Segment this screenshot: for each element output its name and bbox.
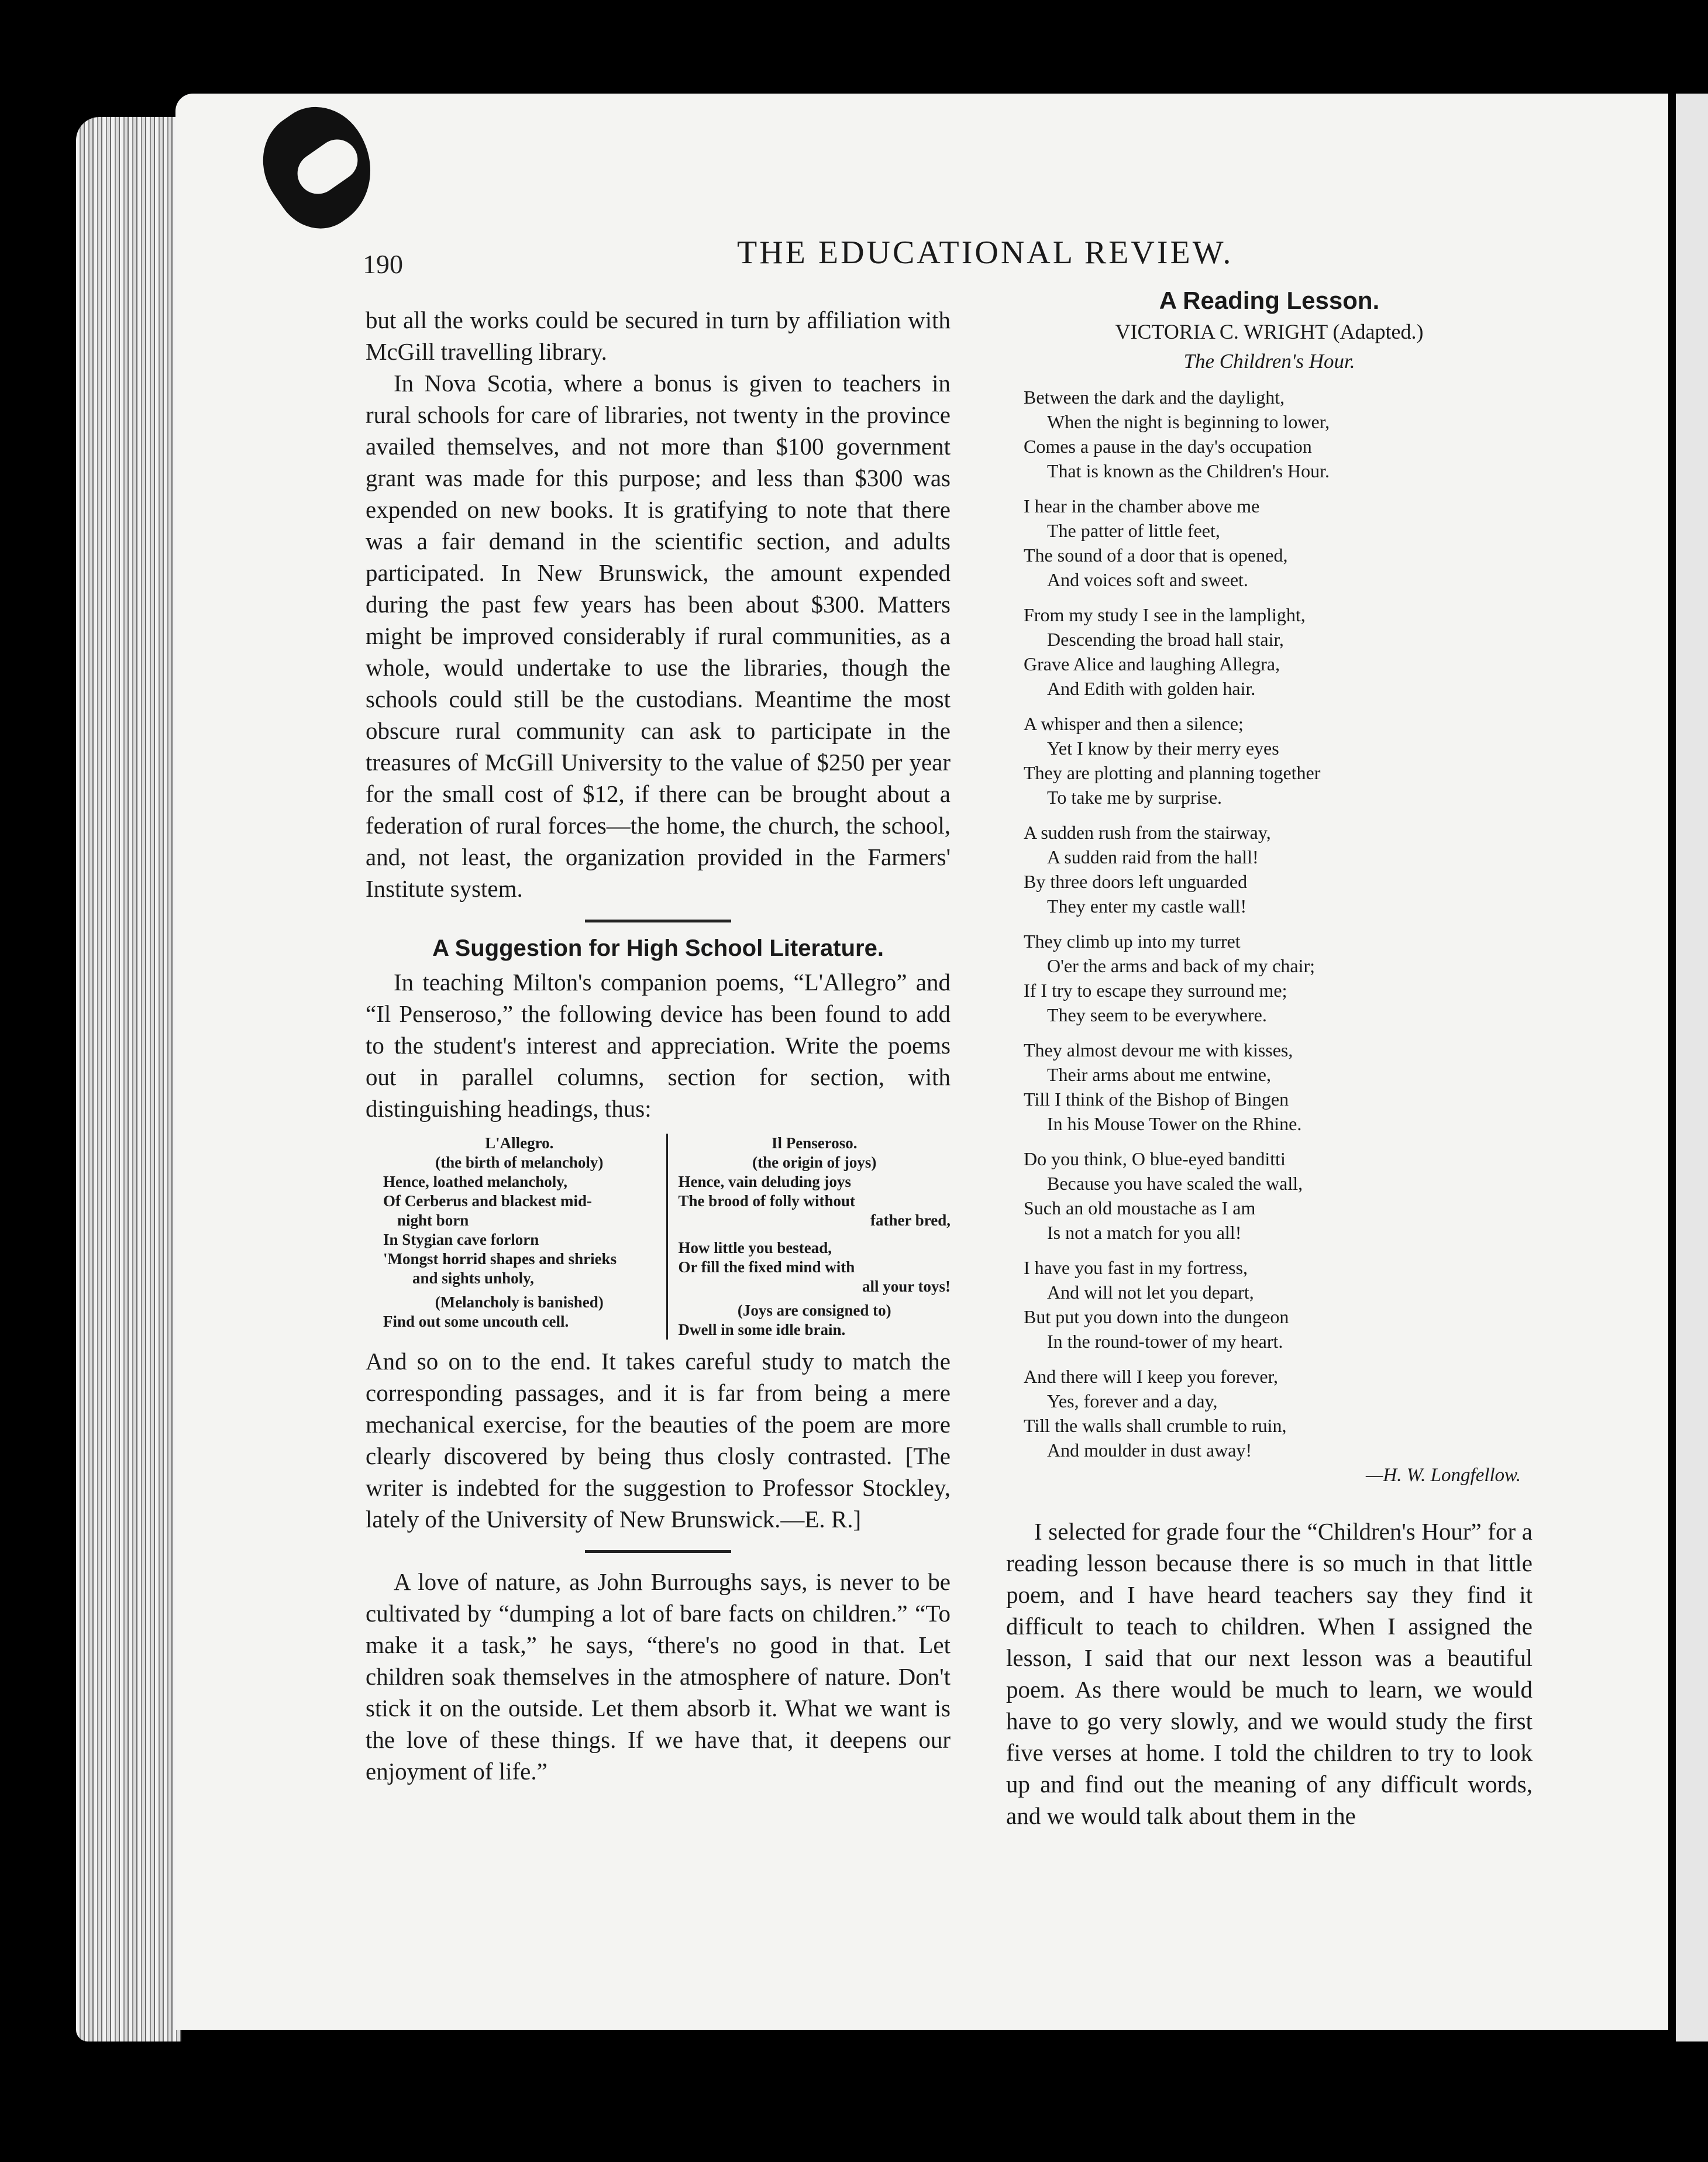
book-page-edges [76, 117, 181, 2041]
poem-title: The Children's Hour. [1183, 350, 1355, 373]
poem-line: Comes a pause in the day's occupation [1024, 436, 1312, 457]
verse-line: all your toys! [862, 1278, 951, 1295]
poem-line: A sudden rush from the stairway, [1024, 822, 1271, 843]
poem-line: I hear in the chamber above me [1024, 495, 1260, 517]
poem-line: And voices soft and sweet. [1047, 569, 1248, 590]
verse-line: Of Cerberus and blackest mid- [383, 1192, 592, 1210]
poem-line: Their arms about me entwine, [1047, 1064, 1271, 1085]
allegro-heading: (Melancholy is banished) [435, 1293, 604, 1311]
poem-line: Do you think, O blue-eyed banditti [1024, 1148, 1286, 1169]
poem-line: O'er the arms and back of my chair; [1047, 955, 1316, 976]
poem-line: They almost devour me with kisses, [1024, 1039, 1293, 1061]
verse-line: Dwell in some idle brain. [678, 1321, 846, 1338]
running-header [363, 234, 1533, 287]
poem-line: In his Mouse Tower on the Rhine. [1047, 1113, 1302, 1134]
poem-line: But put you down into the dungeon [1024, 1306, 1289, 1327]
poem-line: And moulder in dust away! [1047, 1440, 1252, 1461]
library-paragraph: In Nova Scotia, where a bonus is given to teachers in rural schools for care of libraries, not twenty in the province availed themselves, and not more than $100 government grant was made for this purpose; and less than $300 was expended on new books. It is gratifying to note that there was a fair demand in the scientific section, and adults participated. In New Brunswick, the amount expended during the past few years has been about $300. Matters might be improved considerably if rural communities, as a whole, would undertake to use the libraries, though the schools could still be the custodians. Meantime the most obscure rural community can ask to participate in the treasures of McGill University to the value of $250 per year for the small cost of $12, if there can be brought about a federation of rural forces—the home, the church, the school, and, not least, the organization provided in the Farmers' Institute system. [366, 370, 951, 902]
poem-line: They climb up into my turret [1024, 931, 1241, 952]
section-heading-reading-lesson: A Reading Lesson. [1159, 287, 1380, 314]
poem-line: They are plotting and planning together [1024, 762, 1321, 783]
poem [1006, 385, 1533, 1462]
penseroso-heading: (the origin of joys) [752, 1154, 877, 1171]
author-byline: VICTORIA C. WRIGHT (Adapted.) [1115, 320, 1424, 343]
poem-line: And will not let you depart, [1047, 1282, 1254, 1303]
penseroso-column [668, 1134, 951, 1340]
poem-line: Between the dark and the daylight, [1024, 387, 1285, 408]
penseroso-heading: (Joys are consigned to) [737, 1302, 891, 1319]
verse-line: Or fill the fixed mind with [678, 1258, 855, 1276]
poem-stanza [1024, 1038, 1533, 1136]
poem-line: Is not a match for you all! [1047, 1222, 1242, 1243]
poem-line: Descending the broad hall stair, [1047, 629, 1284, 650]
penseroso-title: Il Penseroso. [772, 1134, 858, 1152]
poem-line: The patter of little feet, [1047, 520, 1220, 541]
poem-stanza [1024, 820, 1533, 918]
verse-line: How little you bestead, [678, 1239, 832, 1256]
poem-line: To take me by surprise. [1047, 787, 1223, 808]
poem-line: They enter my castle wall! [1047, 896, 1247, 917]
journal-title: THE EDUCATIONAL REVIEW. [737, 235, 1234, 271]
poem-line: That is known as the Children's Hour. [1047, 460, 1330, 481]
section-heading-literature: A Suggestion for High School Literature. [432, 935, 884, 961]
verse-line: The brood of folly without [678, 1192, 856, 1210]
nature-paragraph: A love of nature, as John Burroughs says, is never to be cultivated by “dumping a lot of bare facts on children.” “To make it a task,” he says, “there's no good in that. Let children soak themselves in the atmosphere of nature. Don't stick it on the outside. Let them absorb it. What we want is the love of these things. If we have that, it deepens our enjoyment of life.” [366, 1568, 951, 1785]
poem-line: Because you have scaled the wall, [1047, 1173, 1303, 1194]
verse-line: In Stygian cave forlorn [383, 1231, 539, 1248]
poem-line: Yes, forever and a day, [1047, 1390, 1218, 1412]
poem-line: From my study I see in the lamplight, [1024, 604, 1306, 625]
poem-stanza [1024, 711, 1533, 810]
poem-attribution: —H. W. Longfellow. [1366, 1465, 1521, 1486]
verse-line: 'Mongst horrid shapes and shrieks [383, 1250, 617, 1268]
continued-paragraph: but all the works could be secured in turn by affiliation with McGill travelling library. [366, 307, 951, 365]
parallel-columns [383, 1134, 951, 1340]
poem-line: The sound of a door that is opened, [1024, 545, 1288, 566]
facing-page-edge [1676, 94, 1708, 2041]
poem-line: If I try to escape they surround me; [1024, 980, 1287, 1001]
poem-line: And there will I keep you forever, [1024, 1366, 1278, 1387]
poem-line: I have you fast in my fortress, [1024, 1257, 1248, 1278]
page-number: 190 [363, 249, 403, 279]
poem-line: Yet I know by their merry eyes [1047, 738, 1279, 759]
verse-line: night born [397, 1211, 469, 1229]
poem-line: A sudden raid from the hall! [1047, 846, 1259, 867]
poem-line: Till I think of the Bishop of Bingen [1024, 1089, 1289, 1110]
poem-stanza [1024, 1364, 1533, 1462]
literature-conclusion: And so on to the end. It takes careful study to match the corresponding passages, and it is far from being a mere mechanical exercise, for the beauties of the poem are more clearly discovered by being thus closly contrasted. [The writer is indebted for the suggestion to Professor Stockley, lately of the University of New Brunswick.—E. R.] [366, 1348, 951, 1533]
poem-stanza [1024, 1147, 1533, 1245]
verse-line: Hence, vain deluding joys [678, 1173, 852, 1190]
left-column [366, 304, 951, 1787]
poem-line: And Edith with golden hair. [1047, 678, 1256, 699]
poem-stanza [1024, 385, 1533, 483]
verse-line: father bred, [870, 1211, 951, 1229]
poem-line: Grave Alice and laughing Allegra, [1024, 653, 1280, 674]
verse-line: and sights unholy, [412, 1269, 534, 1287]
poem-line: By three doors left unguarded [1024, 871, 1248, 892]
verse-line: Find out some uncouth cell. [383, 1313, 569, 1330]
literature-intro: In teaching Milton's companion poems, “L'Allegro” and “Il Penseroso,” the following device has been found to add to the student's interest and appreciation. Write the poems out in parallel columns, section for section, with distinguishing headings, thus: [366, 969, 951, 1122]
lesson-paragraph: I selected for grade four the “Children's Hour” for a reading lesson because there is so much in that little poem, and I have heard teachers say they find it difficult to teach to children. When I assigned the lesson, I said that our next lesson was a beautiful poem. As there would be much to learn, we would have to go very slowly, and we would study the first five verses at home. I told the children to try to look up and find out the meaning of any difficult words, and we would talk about them in the [1006, 1518, 1533, 1829]
verse-line: Hence, loathed melancholy, [383, 1173, 567, 1190]
poem-line: A whisper and then a silence; [1024, 713, 1244, 734]
poem-stanza [1024, 494, 1533, 592]
poem-line: They seem to be everywhere. [1047, 1004, 1267, 1025]
allegro-column [383, 1134, 668, 1340]
right-column [1006, 287, 1533, 1831]
section-divider [585, 1550, 731, 1553]
poem-line: Such an old moustache as I am [1024, 1197, 1256, 1218]
section-divider [585, 920, 731, 922]
poem-line: When the night is beginning to lower, [1047, 411, 1330, 432]
poem-line: Till the walls shall crumble to ruin, [1024, 1415, 1287, 1436]
poem-stanza [1024, 603, 1533, 701]
poem-line: In the round-tower of my heart. [1047, 1331, 1283, 1352]
allegro-heading: (the birth of melancholy) [435, 1154, 604, 1171]
poem-stanza [1024, 1255, 1533, 1354]
poem-stanza [1024, 929, 1533, 1027]
allegro-title: L'Allegro. [485, 1134, 554, 1152]
